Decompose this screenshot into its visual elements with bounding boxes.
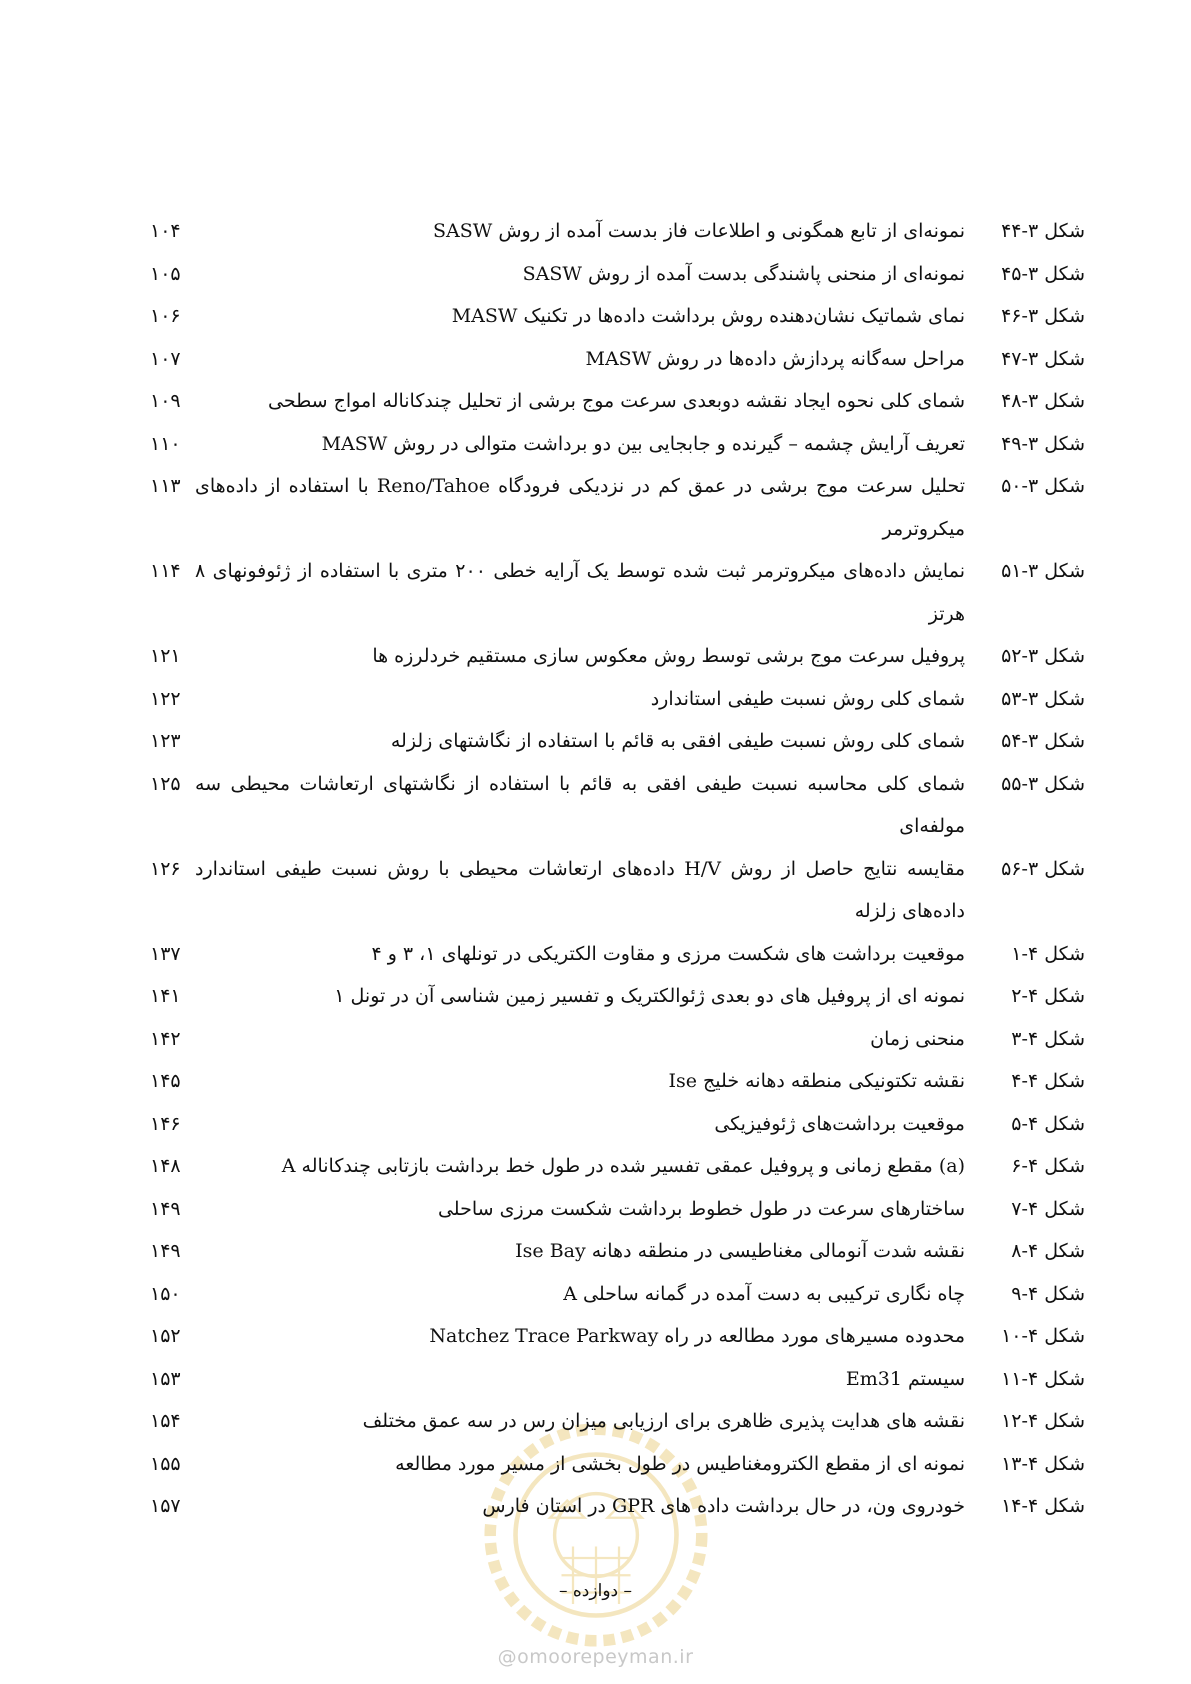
watermark-site-text: @omoorepeyman.ir bbox=[497, 1646, 694, 1668]
figure-label: شکل ۳-۵۶ bbox=[1001, 857, 1085, 880]
figure-title: سیستم Em31 bbox=[845, 1367, 965, 1390]
figure-title: نمایش داده‌های میکروترمر ثبت شده توسط یک آرایه خطی ۲۰۰ متری با استفاده از ژئوفونهای ۸ هرتز bbox=[195, 560, 965, 625]
figure-list-row bbox=[150, 635, 1085, 678]
figure-list-row bbox=[150, 933, 1085, 976]
figure-page-number: ۱۴۵ bbox=[150, 1070, 181, 1092]
figure-list-row bbox=[150, 210, 1085, 253]
figure-list-row bbox=[150, 1443, 1085, 1486]
figure-page-number: ۱۱۰ bbox=[150, 432, 181, 455]
figure-list-row bbox=[150, 1400, 1085, 1443]
figure-title: تعریف آرایش چشمه – گیرنده و جابجایی بین دو برداشت متوالی در روش MASW bbox=[321, 432, 965, 455]
figure-page-number: ۱۴۶ bbox=[150, 1112, 181, 1135]
figure-title: (a) مقطع زمانی و پروفیل عمقی تفسیر شده در طول خط برداشت بازتابی چندکاناله A bbox=[281, 1155, 965, 1177]
figure-page-number: ۱۰۹ bbox=[150, 390, 181, 412]
figure-label: شکل ۴-۱۴ bbox=[1001, 1495, 1085, 1517]
figure-title: نمونه ای از پروفیل های دو بعدی ژئوالکتریک و تفسیر زمین شناسی آن در تونل ۱ bbox=[334, 985, 965, 1007]
figure-title: محدوده مسیرهای مورد مطالعه در راه Natchez Trace Parkway bbox=[429, 1325, 965, 1347]
figure-label: شکل ۴-۸ bbox=[1011, 1240, 1085, 1262]
figure-list bbox=[150, 210, 1085, 1528]
figure-list-row bbox=[150, 975, 1085, 1018]
figure-title: خودروی ون، در حال برداشت داده های GPR در استان فارس bbox=[482, 1495, 965, 1517]
figure-label: شکل ۳-۵۳ bbox=[1001, 687, 1085, 710]
figure-title: نمونه‌ای از تابع همگونی و اطلاعات فاز بدست آمده از روش SASW bbox=[432, 220, 965, 242]
figure-label: شکل ۳-۴۹ bbox=[1001, 432, 1085, 455]
figure-title: موقعیت برداشت‌های ژئوفیزیکی bbox=[714, 1112, 965, 1135]
figure-title: منحنی زمان bbox=[870, 1027, 965, 1050]
figure-page-number: ۱۰۵ bbox=[150, 262, 181, 285]
figure-title: نمای شماتیک نشان‌دهنده روش برداشت داده‌ها در تکنیک MASW bbox=[451, 305, 965, 327]
figure-list-row bbox=[150, 1188, 1085, 1231]
figure-list-row bbox=[150, 1315, 1085, 1358]
figure-label: شکل ۳-۵۲ bbox=[1001, 645, 1085, 667]
figure-page-number: ۱۵۰ bbox=[150, 1282, 181, 1305]
figure-list-row bbox=[150, 1145, 1085, 1188]
figure-page-number: ۱۰۷ bbox=[150, 347, 181, 370]
figure-title: مراحل سه‌گانه پردازش داده‌ها در روش MASW bbox=[585, 347, 965, 370]
figure-label: شکل ۴-۶ bbox=[1011, 1155, 1085, 1177]
figure-page-number: ۱۴۹ bbox=[150, 1240, 181, 1262]
figure-label: شکل ۳-۵۱ bbox=[1001, 560, 1085, 582]
figure-title: نقشه تکتونیکی منطقه دهانه خلیج Ise bbox=[668, 1070, 965, 1092]
figure-label: شکل ۴-۱۰ bbox=[1001, 1325, 1085, 1347]
figure-label: شکل ۳-۵۴ bbox=[1001, 730, 1085, 752]
figure-page-number: ۱۵۴ bbox=[150, 1410, 181, 1432]
figure-label: شکل ۴-۱ bbox=[1011, 942, 1085, 965]
figure-list-row bbox=[150, 1230, 1085, 1273]
figure-label: شکل ۳-۵۰ bbox=[1001, 475, 1085, 497]
figure-label: شکل ۳-۴۸ bbox=[1001, 390, 1085, 412]
figure-label: شکل ۴-۱۱ bbox=[1001, 1367, 1085, 1390]
figure-list-row bbox=[150, 763, 1085, 848]
figure-page-number: ۱۵۳ bbox=[150, 1367, 181, 1390]
figure-title: نمونه ای از مقطع الکترومغناطیس در طول بخشی از مسیر مورد مطالعه bbox=[395, 1452, 965, 1475]
figure-list-row bbox=[150, 253, 1085, 296]
figure-label: شکل ۳-۴۵ bbox=[1001, 262, 1085, 285]
figure-list-row bbox=[150, 848, 1085, 933]
figure-title: شمای کلی روش نسبت طیفی استاندارد bbox=[650, 687, 965, 710]
figure-page-number: ۱۰۶ bbox=[150, 305, 181, 327]
figure-page-number: ۱۴۱ bbox=[150, 985, 181, 1007]
figure-title: نمونه‌ای از منحنی پاشندگی بدست آمده از روش SASW bbox=[522, 262, 965, 285]
figure-page-number: ۱۴۲ bbox=[150, 1027, 181, 1050]
figure-page-number: ۱۵۵ bbox=[150, 1452, 181, 1475]
figure-title: مقایسه نتایج حاصل از روش H/V داده‌های ارتعاشات محیطی با روش نسبت طیفی استاندارد داده‌های زلزله bbox=[195, 857, 965, 922]
figure-title: شمای کلی محاسبه نسبت طیفی افقی به قائم با استفاده از نگاشتهای ارتعاشات محیطی سه مولفه‌ای bbox=[195, 772, 965, 837]
figure-label: شکل ۴-۳ bbox=[1011, 1027, 1085, 1050]
figure-list-row bbox=[150, 1103, 1085, 1146]
figure-title: نقشه شدت آنومالی مغناطیسی در منطقه دهانه Ise Bay bbox=[515, 1240, 965, 1262]
figure-list-row bbox=[150, 1018, 1085, 1061]
figure-list-row bbox=[150, 295, 1085, 338]
figure-page-number: ۱۱۳ bbox=[150, 475, 181, 497]
figure-title: موقعیت برداشت های شکست مرزی و مقاوت الکتریکی در تونلهای ۱، ۳ و ۴ bbox=[371, 942, 965, 965]
figure-title: چاه نگاری ترکیبی به دست آمده در گمانه ساحلی A bbox=[563, 1282, 965, 1305]
figure-list-row bbox=[150, 465, 1085, 550]
page-number-footer: – دوازده – bbox=[559, 1581, 632, 1601]
figure-label: شکل ۴-۹ bbox=[1011, 1282, 1085, 1305]
figure-title: شمای کلی نحوه ایجاد نقشه دوبعدی سرعت موج برشی از تحلیل چندکاناله امواج سطحی bbox=[268, 390, 965, 412]
figure-label: شکل ۴-۱۳ bbox=[1001, 1452, 1085, 1475]
figure-title: تحلیل سرعت موج برشی در عمق کم در نزدیکی فرودگاه Reno/Tahoe با استفاده از داده‌های میکروترمر bbox=[195, 475, 966, 540]
figure-page-number: ۱۴۹ bbox=[150, 1197, 181, 1220]
figure-label: شکل ۴-۱۲ bbox=[1001, 1410, 1085, 1432]
figure-label: شکل ۴-۷ bbox=[1011, 1197, 1085, 1220]
figure-title: نقشه های هدایت پذیری ظاهری برای ارزیابی میزان رس در سه عمق مختلف bbox=[362, 1410, 965, 1432]
figure-list-row bbox=[150, 380, 1085, 423]
figure-label: شکل ۳-۵۵ bbox=[1001, 772, 1085, 795]
figure-label: شکل ۴-۵ bbox=[1011, 1112, 1085, 1135]
figure-list-row bbox=[150, 1485, 1085, 1528]
figure-label: شکل ۳-۴۴ bbox=[1001, 220, 1085, 242]
figure-page-number: ۱۲۶ bbox=[150, 857, 181, 880]
figure-page-number: ۱۲۵ bbox=[150, 772, 181, 795]
figure-label: شکل ۳-۴۶ bbox=[1001, 305, 1085, 327]
figure-list-row bbox=[150, 338, 1085, 381]
figure-page-number: ۱۵۲ bbox=[150, 1325, 181, 1347]
figure-page-number: ۱۰۴ bbox=[150, 220, 181, 242]
figure-title: پروفیل سرعت موج برشی توسط روش معکوس سازی مستقیم خردلرزه ها bbox=[372, 645, 965, 667]
figure-label: شکل ۴-۴ bbox=[1011, 1070, 1085, 1092]
figure-list-row bbox=[150, 1273, 1085, 1316]
figure-label: شکل ۳-۴۷ bbox=[1001, 347, 1085, 370]
figure-list-row bbox=[150, 720, 1085, 763]
figure-page-number: ۱۳۷ bbox=[150, 942, 181, 965]
figure-title: ساختارهای سرعت در طول خطوط برداشت شکست مرزی ساحلی bbox=[437, 1197, 965, 1220]
figure-list-row bbox=[150, 423, 1085, 466]
figure-label: شکل ۴-۲ bbox=[1011, 985, 1085, 1007]
figure-title: شمای کلی روش نسبت طیفی افقی به قائم با استفاده از نگاشتهای زلزله bbox=[390, 730, 965, 752]
figure-page-number: ۱۱۴ bbox=[150, 560, 181, 582]
figure-page-number: ۱۲۳ bbox=[150, 730, 181, 752]
figure-page-number: ۱۵۷ bbox=[150, 1495, 181, 1517]
figure-list-row bbox=[150, 550, 1085, 635]
figure-page-number: ۱۲۲ bbox=[150, 687, 181, 710]
figure-page-number: ۱۲۱ bbox=[150, 645, 181, 667]
figure-page-number: ۱۴۸ bbox=[150, 1155, 181, 1177]
figure-list-row bbox=[150, 1358, 1085, 1401]
figure-list-row bbox=[150, 1060, 1085, 1103]
figure-list-row bbox=[150, 678, 1085, 721]
